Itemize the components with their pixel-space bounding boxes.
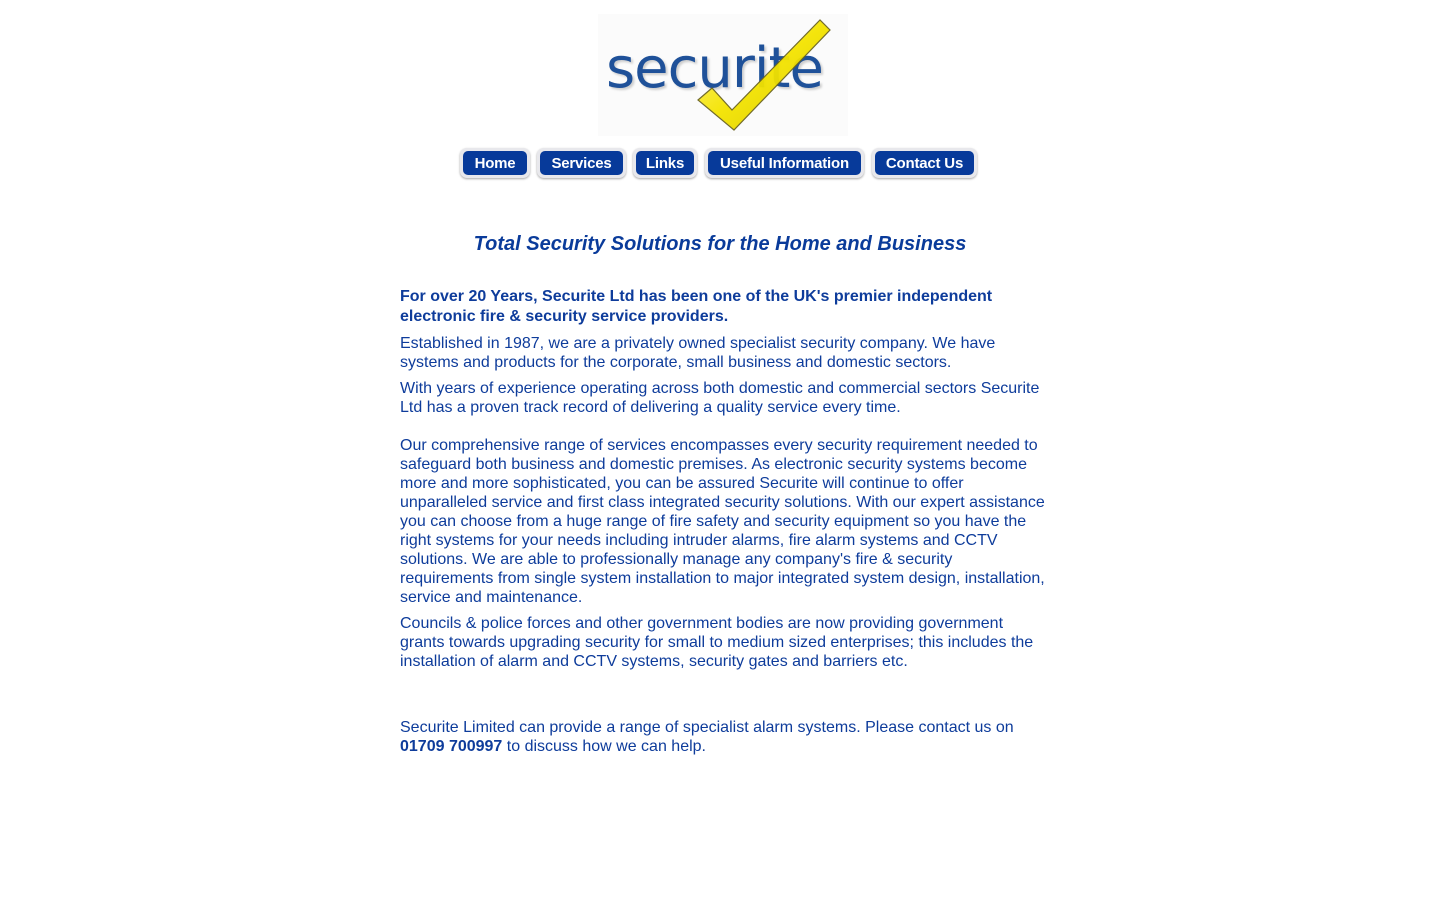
phone-number: 01709 700997	[400, 738, 503, 755]
paragraph-grants: Councils & police forces and other government bodies are now providing government grants towards upgrading security for small to medium sized enterprises; this includes the installation of alarm and CCTV systems, security gates and barriers etc.	[400, 615, 1034, 670]
nav-links-button[interactable]: Links	[633, 148, 697, 178]
nav-services-button[interactable]: Services	[537, 148, 626, 178]
page-tagline: Total Security Solutions for the Home and Business	[473, 233, 967, 255]
paragraph-experience: With years of experience operating across both domestic and commercial sectors Securite Ltd has a proven track record of delivering a quality service every time.	[400, 380, 1040, 416]
logo-wordmark: securite	[606, 36, 823, 101]
intro-lead: For over 20 Years, Securite Ltd has been one of the UK's premier independent electronic fire & security service providers.	[400, 288, 993, 325]
nav-contact-us-button[interactable]: Contact Us	[872, 148, 977, 178]
checkmark-icon	[598, 14, 848, 136]
main-content	[400, 287, 1045, 763]
contact-paragraph: Securite Limited can provide a range of specialist alarm systems. Please contact us on 01709 700997 to discuss how we can help.	[400, 719, 1014, 755]
spacer	[400, 424, 1045, 436]
logo[interactable]	[598, 14, 848, 136]
paragraph-established: Established in 1987, we are a privately owned specialist security company. We have systems and products for the corporate, small business and domestic sectors.	[400, 335, 996, 371]
nav-useful-information-button[interactable]: Useful Information	[705, 148, 864, 178]
nav-home-button[interactable]: Home	[460, 148, 530, 178]
paragraph-services: Our comprehensive range of services encompasses every security requirement needed to safeguard both business and domestic premises. As electronic security systems become more and more sophisticated, you can be assured Securite will continue to offer unparalleled service and first class integrated security solutions. With our expert assistance you can choose from a huge range of fire safety and security equipment so you have the right systems for your needs including intruder alarms, fire alarm systems and CCTV solutions. We are able to professionally manage any company's fire & security requirements from single system installation to major integrated system design, installation, service and maintenance.	[400, 437, 1045, 606]
spacer	[400, 678, 1045, 718]
